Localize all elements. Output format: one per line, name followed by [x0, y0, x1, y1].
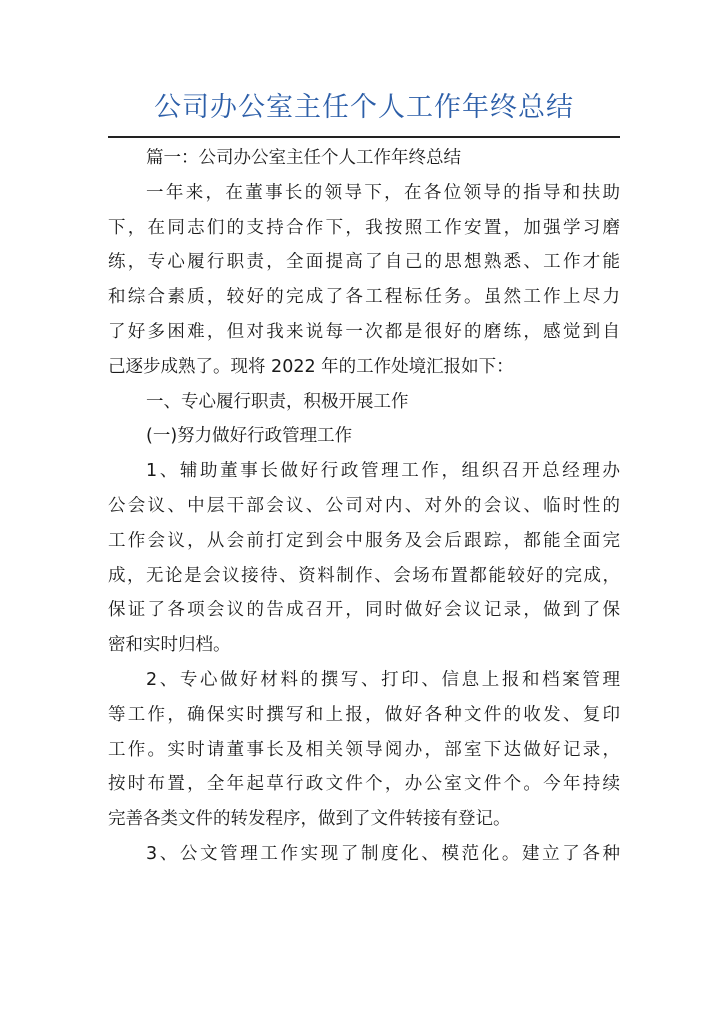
paragraph-line: 等工作，确保实时撰写和上报，做好各种文件的收发、复印 — [108, 704, 620, 725]
paragraph-line: 2、专心做好材料的撰写、打印、信息上报和档案管理 — [146, 669, 620, 690]
section-heading: 一、专心履行职责，积极开展工作 — [146, 391, 409, 412]
paragraph-line: 工作。实时请董事长及相关领导阅办，部室下达做好记录， — [108, 739, 620, 760]
paragraph-line: 密和实时归档。 — [108, 635, 231, 656]
paragraph-line: 了好多困难，但对我来说每一次都是很好的磨练，感觉到自 — [108, 321, 620, 342]
paragraph-line: 一年来，在董事长的领导下，在各位领导的指导和扶助 — [146, 182, 620, 203]
paragraph-line: 成，无论是会议接待、资料制作、会场布置都能较好的完成， — [108, 565, 620, 586]
document-title: 公司办公室主任个人工作年终总结 — [154, 92, 574, 123]
paragraph-line: 练，专心履行职责，全面提高了自己的思想熟悉、工作才能 — [108, 252, 620, 273]
subsection-heading: (一)努力做好行政管理工作 — [146, 426, 353, 447]
paragraph-line: 工作会议，从会前打定到会中服务及会后跟踪，都能全面完 — [108, 530, 620, 551]
paragraph-line: 下，在同志们的支持合作下，我按照工作安置，加强学习磨 — [108, 217, 620, 238]
paragraph-line: 保证了各项会议的告成召开，同时做好会议记录，做到了保 — [108, 600, 620, 621]
title-underline — [108, 136, 620, 138]
document-body — [108, 141, 620, 872]
paragraph-line: 完善各类文件的转发程序，做到了文件转接有登记。 — [108, 809, 511, 830]
paragraph-line: 己逐步成熟了。现将 2022 年的工作处境汇报如下： — [108, 356, 514, 377]
section-heading: 篇一：公司办公室主任个人工作年终总结 — [146, 148, 461, 168]
paragraph-line: 和综合素质，较好的完成了各工程标任务。虽然工作上尽力 — [108, 287, 620, 308]
paragraph-line: 按时布置，全年起草行政文件个，办公室文件个。今年持续 — [108, 774, 620, 795]
paragraph-line: 1、辅助董事长做好行政管理工作，组织召开总经理办 — [146, 461, 620, 482]
paragraph-line: 公会议、中层干部会议、公司对内、对外的会议、临时性的 — [108, 495, 620, 516]
paragraph-line: 3、公文管理工作实现了制度化、模范化。建立了各种 — [146, 843, 620, 864]
